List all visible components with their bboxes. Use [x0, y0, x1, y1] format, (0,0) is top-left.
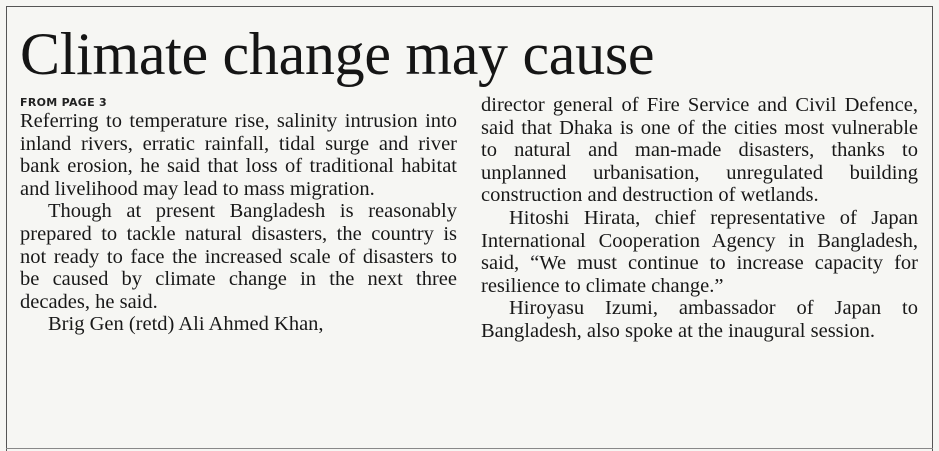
left-rule: [6, 6, 7, 451]
right-rule: [932, 6, 933, 451]
paragraph: Though at present Bangladesh is reasonably prepared to tackle natural disasters, the country is not ready to face the increased scale of disasters to be caused by climate change in the next three decades, he said.: [20, 200, 457, 313]
article-column-left: [20, 94, 457, 336]
paragraph: Hitoshi Hirata, chief representative of Japan International Cooperation Agency in Bangladesh, said, “We must continue to increase capacity for resilience to climate change.”: [481, 206, 918, 297]
top-rule: [6, 6, 933, 7]
bottom-rule: [6, 448, 933, 449]
paragraph: Referring to temperature rise, salinity intrusion into inland rivers, erratic rainfall, tidal surge and river bank erosion, he said that loss of traditional habitat and livelihood may lead to mass migration.: [20, 110, 457, 200]
paragraph: Hiroyasu Izumi, ambassador of Japan to Bangladesh, also spoke at the inaugural session.: [481, 297, 918, 342]
article-column-right: [481, 94, 918, 343]
paragraph: director general of Fire Service and Civil Defence, said that Dhaka is one of the cities most vulnerable to natural and man-made disasters, thanks to unplanned urbanisation, unregulated building construction and destruction of wetlands.: [481, 94, 918, 207]
paragraph: Brig Gen (retd) Ali Ahmed Khan,: [48, 313, 324, 336]
headline: Climate change may cause: [20, 21, 655, 87]
continuation-kicker: FROM PAGE 3: [20, 96, 108, 109]
